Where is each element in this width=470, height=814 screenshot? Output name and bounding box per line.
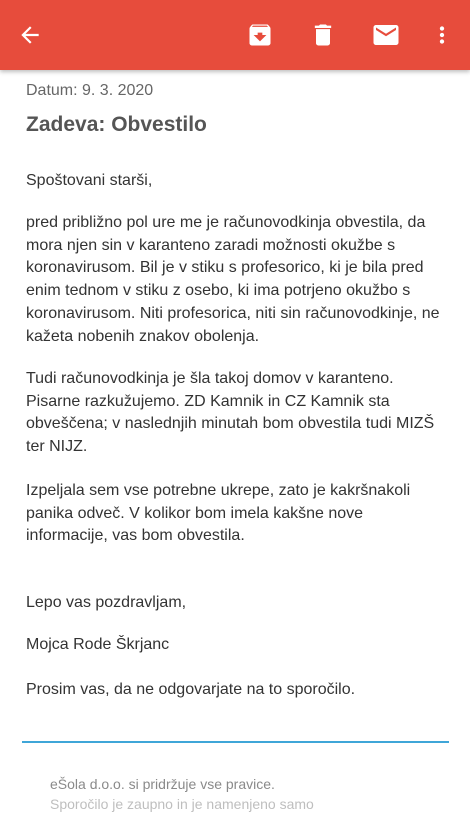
back-arrow-icon [17,22,43,48]
app-toolbar [0,0,470,70]
no-reply-note: Prosim vas, da ne odgovarjate na to sporočilo. [26,681,356,698]
mail-icon [371,20,401,50]
paragraph-1: pred približno pol ure me je računovodkinja obvestila, da mora njen sin v karanteno zaradi možnosti okužbe s koronavirusom. Bil je v stiku s profesorico, ki je bila pred enim tednom v stiku z osebo, ki ima potrjeno okužbo s koronavirusom. Niti profesorica, niti sin računovodkinje, ne kažeta nobenih znakov obolenja. [26,214,440,345]
archive-icon [246,21,274,49]
footer-confidential: Sporočilo je zaupno in je namenjeno samo [50,796,314,812]
more-options-button[interactable] [420,13,464,57]
more-vert-icon [429,22,455,48]
mail-button[interactable] [364,13,408,57]
divider [22,741,449,743]
message-subject: Zadeva: Obvestilo [26,113,207,136]
archive-button[interactable] [238,13,282,57]
delete-icon [309,21,337,49]
paragraph-2: Tudi računovodkinja je šla takoj domov v karanteno. Pisarne razkužujemo. ZD Kamnik in CZ Kamnik sta obveščena; v naslednjih minutah bom obvestila tudi MIZŠ ter NIJZ. [26,370,435,456]
message-date: Datum: 9. 3. 2020 [26,82,154,99]
greeting: Spoštovani starši, [26,172,153,189]
closing: Lepo vas pozdravljam, [26,594,187,611]
back-button[interactable] [8,13,52,57]
paragraph-3: Izpeljala sem vse potrebne ukrepe, zato je kakršnakoli panika odveč. V kolikor bom imela kakšne nove informacije, vas bom obvestila. [26,482,411,545]
footer-copyright: eŠola d.o.o. si pridržuje vse pravice. [50,776,275,792]
signature: Mojca Rode Škrjanc [26,636,170,653]
footer [50,774,450,814]
delete-button[interactable] [301,13,345,57]
